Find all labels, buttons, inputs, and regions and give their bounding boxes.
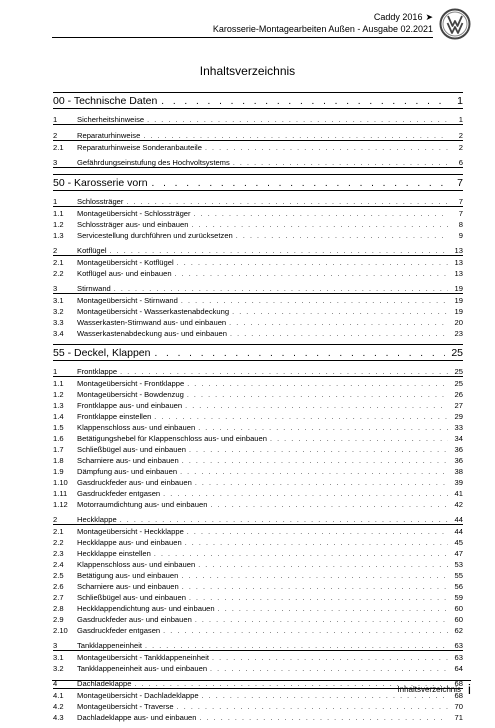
chapter-title: Dachladeklappe <box>77 679 132 688</box>
toc-chapter[interactable] <box>53 112 463 125</box>
entry-number: 1.2 <box>53 390 64 399</box>
dot-leader <box>126 199 448 206</box>
toc-entry[interactable] <box>53 256 463 267</box>
entry-page: 45 <box>454 538 463 547</box>
entry-page: 56 <box>454 582 463 591</box>
toc-chapter-group <box>53 155 463 168</box>
dot-leader <box>163 491 448 498</box>
dot-leader <box>120 517 448 524</box>
page-footer <box>0 680 495 700</box>
section-page: 1 <box>457 95 463 107</box>
toc-entry[interactable] <box>53 218 463 229</box>
entry-number: 1.11 <box>53 489 68 498</box>
header-model <box>374 12 433 22</box>
toc-entry[interactable] <box>53 476 463 487</box>
entry-number: 1.3 <box>53 401 64 410</box>
toc-chapter[interactable] <box>53 364 463 377</box>
header-divider <box>52 37 433 38</box>
toc-entry[interactable] <box>53 305 463 316</box>
entry-number: 1.2 <box>53 220 64 229</box>
entry-page: 62 <box>454 626 463 635</box>
dot-leader <box>154 414 448 421</box>
entry-title: Kotflügel aus- und einbauen <box>77 269 172 278</box>
entry-page: 42 <box>454 500 463 509</box>
toc-entry[interactable] <box>53 580 463 591</box>
toc-entry[interactable] <box>53 662 463 673</box>
entry-page: 36 <box>454 456 463 465</box>
toc-entry[interactable] <box>53 267 463 278</box>
dot-leader <box>177 704 448 711</box>
toc-chapter[interactable] <box>53 281 463 294</box>
entry-number: 1.1 <box>53 209 64 218</box>
entry-number: 3.1 <box>53 653 64 662</box>
toc-entry[interactable] <box>53 294 463 305</box>
chapter-page: 6 <box>458 158 463 167</box>
section-page: 25 <box>451 347 463 359</box>
toc-section <box>53 174 463 338</box>
section-heading[interactable] <box>53 344 463 361</box>
footer-divider <box>52 680 471 681</box>
chapter-title: Gefährdungseinstufung des Hochvoltsystems <box>77 158 230 167</box>
toc-entry[interactable] <box>53 229 463 240</box>
entry-title: Gasdruckfeder entgasen <box>77 626 161 635</box>
chapter-number: 3 <box>53 284 58 293</box>
entry-page: 68 <box>454 691 463 700</box>
toc-chapter[interactable] <box>53 638 463 651</box>
toc-entry[interactable] <box>53 711 463 722</box>
toc-entry[interactable] <box>53 327 463 338</box>
entry-number: 2.1 <box>53 527 64 536</box>
entry-page: 60 <box>454 615 463 624</box>
chapter-page: 19 <box>454 284 463 293</box>
entry-page: 29 <box>454 412 463 421</box>
dot-leader <box>154 551 448 558</box>
entry-page: 8 <box>458 220 463 229</box>
dot-leader <box>154 348 445 359</box>
toc-section <box>53 92 463 168</box>
dot-leader <box>195 617 448 624</box>
dot-leader <box>236 233 448 240</box>
arrow-icon: ➤ <box>425 11 433 22</box>
entry-title: Dämpfung aus- und einbauen <box>77 467 178 476</box>
entry-page: 53 <box>454 560 463 569</box>
entry-number: 2.2 <box>53 538 64 547</box>
toc-entry[interactable] <box>53 613 463 624</box>
chapter-number: 1 <box>53 115 58 124</box>
chapter-page: 68 <box>454 679 463 688</box>
entry-number: 4.2 <box>53 702 64 711</box>
vw-logo-icon <box>439 8 471 40</box>
dot-leader <box>205 145 448 152</box>
chapter-number: 1 <box>53 367 58 376</box>
dot-leader <box>114 286 448 293</box>
entry-page: 13 <box>454 258 463 267</box>
chapter-page: 13 <box>454 246 463 255</box>
chapter-page: 7 <box>458 197 463 206</box>
dot-leader <box>177 260 448 267</box>
entry-page: 38 <box>454 467 463 476</box>
entry-page: 39 <box>454 478 463 487</box>
toc-entry[interactable] <box>53 536 463 547</box>
dot-leader <box>195 480 448 487</box>
entry-title: Montageübersicht - Frontklappe <box>77 379 185 388</box>
entry-title: Tankklappeneinheit aus- und einbauen <box>77 664 208 673</box>
entry-title: Frontklappe einstellen <box>77 412 152 421</box>
chapter-number: 2 <box>53 515 58 524</box>
chapter-page: 44 <box>454 515 463 524</box>
entry-page: 47 <box>454 549 463 558</box>
entry-title: Montageübersicht - Heckklappe <box>77 527 184 536</box>
entry-page: 36 <box>454 445 463 454</box>
entry-page: 71 <box>454 713 463 722</box>
dot-leader <box>147 117 448 124</box>
entry-number: 1.8 <box>53 456 64 465</box>
entry-page: 27 <box>454 401 463 410</box>
entry-title: Schließbügel aus- und einbauen <box>77 445 186 454</box>
chapter-title: Schlossträger <box>77 197 124 206</box>
entry-page: 55 <box>454 571 463 580</box>
toc-entry[interactable] <box>53 700 463 711</box>
dot-leader <box>145 643 448 650</box>
entry-number: 2.8 <box>53 604 64 613</box>
toc-entry[interactable] <box>53 525 463 536</box>
toc-chapter[interactable] <box>53 128 463 141</box>
entry-title: Motorraumdichtung aus- und einbauen <box>77 500 208 509</box>
entry-number: 1.1 <box>53 379 64 388</box>
toc-entry[interactable] <box>53 569 463 580</box>
toc-entry[interactable] <box>53 547 463 558</box>
footer-page-number: i <box>467 681 471 697</box>
dot-leader <box>175 271 448 278</box>
entry-title: Reparaturhinweise Sonderanbauteile <box>77 143 202 152</box>
dot-leader <box>182 584 448 591</box>
dot-leader <box>180 469 448 476</box>
page-header <box>0 0 495 60</box>
entry-title: Servicestellung durchführen und zurücksetzen <box>77 231 233 240</box>
entry-page: 44 <box>454 527 463 536</box>
dot-leader <box>199 715 448 722</box>
entry-page: 7 <box>458 209 463 218</box>
dot-leader <box>270 436 448 443</box>
entry-page: 60 <box>454 604 463 613</box>
chapter-title: Heckklappe <box>77 515 117 524</box>
entry-title: Dachladeklappe aus- und einbauen <box>77 713 197 722</box>
entry-number: 3.4 <box>53 329 64 338</box>
entry-number: 3.2 <box>53 664 64 673</box>
dot-leader <box>181 298 448 305</box>
entry-page: 9 <box>458 231 463 240</box>
entry-number: 2.3 <box>53 549 64 558</box>
entry-number: 2.7 <box>53 593 64 602</box>
model-name: Caddy 2016 <box>373 12 423 22</box>
entry-title: Montageübersicht - Bowdenzug <box>77 390 184 399</box>
entry-number: 2.1 <box>53 143 64 152</box>
toc-entry[interactable] <box>53 207 463 218</box>
entry-number: 3.1 <box>53 296 64 305</box>
dot-leader <box>210 502 448 509</box>
entry-title: Gasdruckfeder aus- und einbauen <box>77 478 192 487</box>
toc-chapter[interactable] <box>53 243 463 256</box>
dot-leader <box>229 320 448 327</box>
chapter-page: 1 <box>458 115 463 124</box>
toc-entry[interactable] <box>53 141 463 152</box>
entry-number: 2.1 <box>53 258 64 267</box>
toc-chapter-group <box>53 364 463 509</box>
entry-number: 1.10 <box>53 478 68 487</box>
chapter-title: Reparaturhinweise <box>77 131 141 140</box>
dot-leader <box>120 369 448 376</box>
toc-entry[interactable] <box>53 624 463 635</box>
dot-leader <box>198 562 448 569</box>
entry-title: Gasdruckfeder aus- und einbauen <box>77 615 192 624</box>
chapter-title: Frontklappe <box>77 367 118 376</box>
entry-title: Klappenschloss aus- und einbauen <box>77 423 196 432</box>
dot-leader <box>232 309 448 316</box>
entry-number: 1.6 <box>53 434 64 443</box>
toc-entry[interactable] <box>53 443 463 454</box>
entry-number: 3.3 <box>53 318 64 327</box>
entry-page: 63 <box>454 653 463 662</box>
entry-page: 2 <box>458 143 463 152</box>
toc-entry[interactable] <box>53 591 463 602</box>
entry-title: Frontklappe aus- und einbauen <box>77 401 183 410</box>
dot-leader <box>194 211 448 218</box>
dot-leader <box>185 403 448 410</box>
table-of-contents <box>53 92 463 728</box>
toc-chapter-group <box>53 112 463 125</box>
entry-page: 25 <box>454 379 463 388</box>
chapter-page: 2 <box>458 131 463 140</box>
toc-entry[interactable] <box>53 487 463 498</box>
entry-page: 26 <box>454 390 463 399</box>
toc-entry[interactable] <box>53 316 463 327</box>
entry-number: 2.10 <box>53 626 68 635</box>
entry-title: Montageübersicht - Dachladeklappe <box>77 691 199 700</box>
entry-number: 1.4 <box>53 412 64 421</box>
dot-leader <box>181 573 448 580</box>
toc-entry[interactable] <box>53 377 463 388</box>
dot-leader <box>191 222 448 229</box>
toc-entry[interactable] <box>53 421 463 432</box>
entry-title: Wasserkasten-Stirnwand aus- und einbauen <box>77 318 227 327</box>
dot-leader <box>143 133 448 140</box>
toc-entry[interactable] <box>53 454 463 465</box>
chapter-number: 3 <box>53 641 58 650</box>
toc-entry[interactable] <box>53 399 463 410</box>
entry-title: Heckklappendichtung aus- und einbauen <box>77 604 215 613</box>
dot-leader <box>182 458 448 465</box>
dot-leader <box>198 425 448 432</box>
entry-number: 1.7 <box>53 445 64 454</box>
dot-leader <box>187 392 448 399</box>
dot-leader <box>187 529 448 536</box>
entry-number: 4.1 <box>53 691 64 700</box>
entry-page: 20 <box>454 318 463 327</box>
entry-title: Montageübersicht - Stirnwand <box>77 296 178 305</box>
entry-page: 41 <box>454 489 463 498</box>
dot-leader <box>189 447 448 454</box>
chapter-number: 3 <box>53 158 58 167</box>
entry-title: Heckklappe aus- und einbauen <box>77 538 182 547</box>
entry-title: Gasdruckfeder entgasen <box>77 489 161 498</box>
toc-entry[interactable] <box>53 388 463 399</box>
toc-chapter-group <box>53 194 463 240</box>
entry-number: 3.2 <box>53 307 64 316</box>
entry-title: Montageübersicht - Wasserkastenabdeckung <box>77 307 230 316</box>
chapter-number: 4 <box>53 679 58 688</box>
dot-leader <box>233 160 448 167</box>
entry-number: 2.4 <box>53 560 64 569</box>
chapter-title: Stirnwand <box>77 284 111 293</box>
toc-entry[interactable] <box>53 558 463 569</box>
toc-section <box>53 344 463 722</box>
entry-title: Montageübersicht - Tankklappeneinheit <box>77 653 209 662</box>
entry-title: Schlossträger aus- und einbauen <box>77 220 189 229</box>
entry-page: 59 <box>454 593 463 602</box>
entry-title: Betätigung aus- und einbauen <box>77 571 179 580</box>
chapter-title: Kotflügel <box>77 246 107 255</box>
entry-page: 19 <box>454 296 463 305</box>
toc-chapter-group <box>53 281 463 338</box>
chapter-number: 2 <box>53 246 58 255</box>
dot-leader <box>212 655 448 662</box>
dot-leader <box>161 96 445 107</box>
entry-title: Klappenschloss aus- und einbauen <box>77 560 196 569</box>
chapter-title: Sicherheitshinweise <box>77 115 145 124</box>
entry-number: 1.3 <box>53 231 64 240</box>
toc-chapter[interactable] <box>53 155 463 168</box>
chapter-page: 25 <box>454 367 463 376</box>
toc-entry[interactable] <box>53 651 463 662</box>
toc-entry[interactable] <box>53 432 463 443</box>
toc-chapter[interactable] <box>53 512 463 525</box>
entry-number: 2.9 <box>53 615 64 624</box>
entry-number: 1.5 <box>53 423 64 432</box>
entry-page: 64 <box>454 664 463 673</box>
dot-leader <box>230 331 448 338</box>
page-title: Inhaltsverzeichnis <box>199 64 296 78</box>
dot-leader <box>152 178 445 189</box>
section-title: 50 - Karosserie vorn <box>53 177 148 189</box>
dot-leader <box>210 666 448 673</box>
entry-number: 1.12 <box>53 500 68 509</box>
section-title: 55 - Deckel, Klappen <box>53 347 151 359</box>
entry-number: 2.2 <box>53 269 64 278</box>
entry-page: 33 <box>454 423 463 432</box>
entry-title: Montageübersicht - Traverse <box>77 702 174 711</box>
chapter-number: 1 <box>53 197 58 206</box>
dot-leader <box>185 540 448 547</box>
entry-title: Heckklappe einstellen <box>77 549 151 558</box>
entry-title: Scharniere aus- und einbauen <box>77 582 179 591</box>
entry-title: Betätigungshebel für Klappenschloss aus- und einbauen <box>77 434 267 443</box>
entry-number: 1.9 <box>53 467 64 476</box>
chapter-page: 63 <box>454 641 463 650</box>
section-heading[interactable] <box>53 92 463 109</box>
dot-leader <box>218 606 448 613</box>
toc-chapter-group <box>53 512 463 635</box>
entry-title: Montageübersicht - Schlossträger <box>77 209 191 218</box>
entry-page: 19 <box>454 307 463 316</box>
chapter-title: Tankklappeneinheit <box>77 641 143 650</box>
entry-page: 70 <box>454 702 463 711</box>
toc-entry[interactable] <box>53 498 463 509</box>
entry-number: 4.3 <box>53 713 64 722</box>
footer-label: Inhaltsverzeichnis <box>397 685 461 694</box>
dot-leader <box>110 248 448 255</box>
entry-title: Montageübersicht - Kotflügel <box>77 258 174 267</box>
dot-leader <box>189 595 448 602</box>
toc-chapter[interactable] <box>53 194 463 207</box>
toc-entry[interactable] <box>53 602 463 613</box>
section-title: 00 - Technische Daten <box>53 95 158 107</box>
dot-leader <box>187 381 448 388</box>
toc-entry[interactable] <box>53 410 463 421</box>
entry-page: 13 <box>454 269 463 278</box>
toc-chapter-group <box>53 128 463 152</box>
section-heading[interactable] <box>53 174 463 191</box>
entry-number: 2.6 <box>53 582 64 591</box>
toc-entry[interactable] <box>53 465 463 476</box>
toc-chapter-group <box>53 243 463 278</box>
section-page: 7 <box>457 177 463 189</box>
entry-title: Schließbügel aus- und einbauen <box>77 593 186 602</box>
header-subtitle: Karosserie-Montagearbeiten Außen - Ausgabe 02.2021 <box>212 24 433 34</box>
chapter-number: 2 <box>53 131 58 140</box>
entry-page: 23 <box>454 329 463 338</box>
entry-title: Scharniere aus- und einbauen <box>77 456 179 465</box>
toc-chapter-group <box>53 638 463 673</box>
entry-page: 34 <box>454 434 463 443</box>
entry-number: 2.5 <box>53 571 64 580</box>
entry-title: Wasserkastenabdeckung aus- und einbauen <box>77 329 228 338</box>
dot-leader <box>163 628 448 635</box>
